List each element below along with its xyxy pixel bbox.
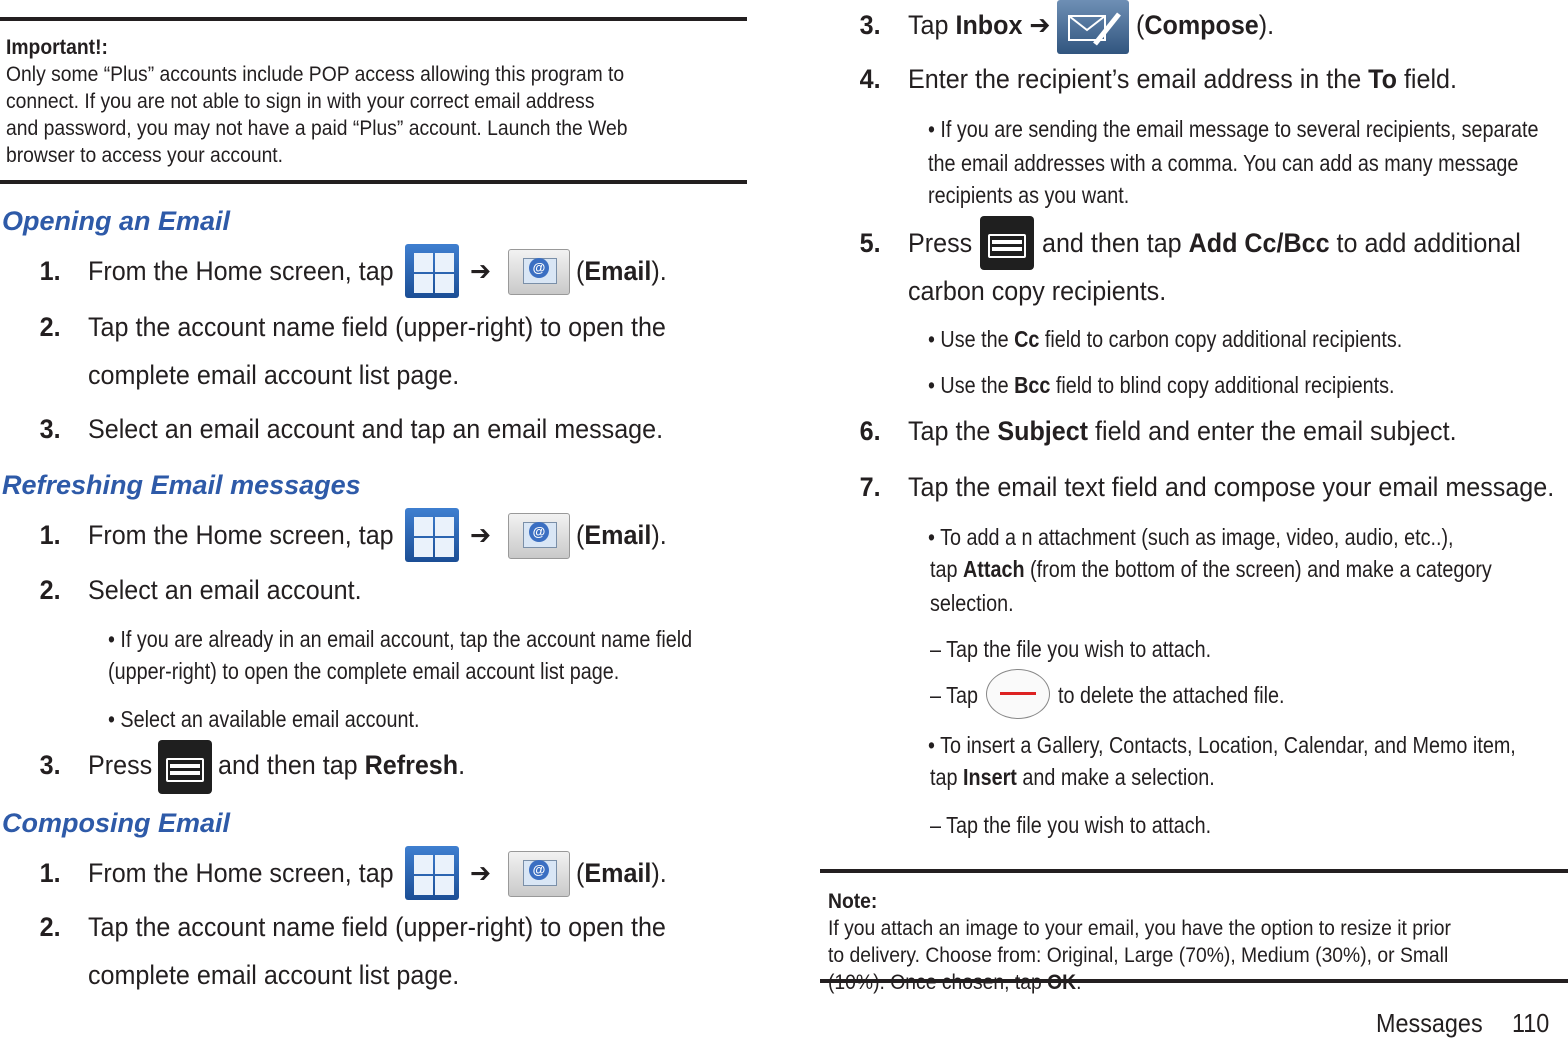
right-step-6: 6. Tap the Subject field and enter the email subject. (859, 416, 1457, 446)
right-dash-3: – Tap the file you wish to attach. (930, 812, 1212, 838)
email-app-icon: @ (508, 249, 570, 295)
right-dash-2: – Tap (930, 682, 979, 708)
opening-step-1-email: (Email). (576, 256, 667, 286)
footer-section: Messages (1376, 1008, 1483, 1038)
opening-step-3: 3. Select an email account and tap an email message. (39, 414, 664, 444)
refresh-bullet-1-cont: (upper-right) to open the complete email account list page. (108, 658, 620, 684)
compose-step-2: 2. Tap the account name field (upper-right) to open the (39, 912, 666, 942)
right-bullet-cc: • Use the Cc field to carbon copy additional recipients. (928, 326, 1403, 352)
right-bullet-bcc: • Use the Bcc field to blind copy additional recipients. (928, 372, 1395, 398)
right-bullet-4-l1: • If you are sending the email message to several recipients, separate (928, 116, 1539, 142)
important-bottom-rule (0, 180, 747, 184)
compose-step-2-cont: complete email account list page. (88, 960, 460, 990)
refresh-step-3: 3. Press (39, 750, 153, 780)
note-top-rule (820, 869, 1568, 873)
right-step-5-rest: and then tap Add Cc/Bcc to add additional (1042, 228, 1521, 258)
refresh-bullet-2: • Select an available email account. (108, 706, 420, 732)
right-bullet-7b-l2: tap Insert and make a selection. (930, 764, 1215, 790)
opening-step-1: 1. From the Home screen, tap (39, 256, 394, 286)
right-bullet-4-l3: recipients as you want. (928, 182, 1130, 208)
compose-icon (1057, 0, 1129, 54)
opening-step-2: 2. Tap the account name field (upper-right) to open the (39, 312, 666, 342)
refresh-step-1-email: (Email). (576, 520, 667, 550)
refresh-step-3-rest: and then tap Refresh. (218, 750, 466, 780)
apps-icon (405, 508, 459, 562)
apps-icon (405, 846, 459, 900)
right-bullet-7a-l1: • To add a n attachment (such as image, video, audio, etc..), (928, 524, 1454, 550)
arrow-icon: ➔ (470, 520, 492, 550)
email-app-icon: @ (508, 513, 570, 559)
important-label: Important!: (6, 36, 108, 59)
right-bullet-7a-l3: selection. (930, 590, 1014, 616)
important-note (6, 34, 678, 169)
right-step-3: 3. Tap Inbox ➔ (859, 10, 1051, 40)
right-bullet-4-l2: the email addresses with a comma. You can add as many message (928, 150, 1519, 176)
right-step-3-compose: (Compose). (1136, 10, 1275, 40)
menu-key-icon (980, 216, 1034, 270)
right-bullet-7a-l2: tap Attach (from the bottom of the screen) and make a category (930, 556, 1492, 582)
note-bottom-rule (820, 979, 1568, 983)
footer-page-number: 110 (1512, 1008, 1550, 1038)
delete-icon (986, 669, 1050, 719)
compose-step-1: 1. From the Home screen, tap (39, 858, 394, 888)
right-step-7: 7. Tap the email text field and compose your email message. (859, 472, 1555, 502)
note-label: Note: (828, 890, 878, 913)
refresh-step-2: 2. Select an email account. (39, 575, 362, 605)
note-text: If you attach an image to your email, you have the option to resize it prior to delivery. Choose from: Original, Large (70%), Medium (30%), or Small (828, 917, 1451, 967)
heading-opening-email: Opening an Email (2, 206, 231, 236)
heading-refreshing-email: Refreshing Email messages (2, 470, 361, 500)
arrow-icon: ➔ (470, 256, 492, 286)
right-step-5: 5. Press (859, 228, 973, 258)
right-dash-1: – Tap the file you wish to attach. (930, 636, 1212, 662)
important-top-rule (0, 17, 747, 21)
email-app-icon: @ (508, 851, 570, 897)
arrow-icon: ➔ (470, 858, 492, 888)
menu-key-icon (158, 740, 212, 794)
important-text: Only some “Plus” accounts include POP access allowing this program to connect. If you are not able to sign in with your correct email address and password, you may not have a paid “Plus” account. Launch the Web browser to access your account. (6, 63, 628, 167)
right-bullet-7b-l1: • To insert a Gallery, Contacts, Location, Calendar, and Memo item, (928, 732, 1516, 758)
opening-step-2-cont: complete email account list page. (88, 360, 460, 390)
apps-icon (405, 244, 459, 298)
compose-step-1-email: (Email). (576, 858, 667, 888)
right-step-4: 4. Enter the recipient’s email address in the To field. (859, 64, 1457, 94)
refresh-step-1: 1. From the Home screen, tap (39, 520, 394, 550)
right-dash-2-rest: to delete the attached file. (1058, 682, 1285, 708)
refresh-bullet-1: • If you are already in an email account, tap the account name field (108, 626, 693, 652)
heading-composing-email: Composing Email (2, 808, 231, 838)
right-step-5-cont: carbon copy recipients. (908, 276, 1167, 306)
